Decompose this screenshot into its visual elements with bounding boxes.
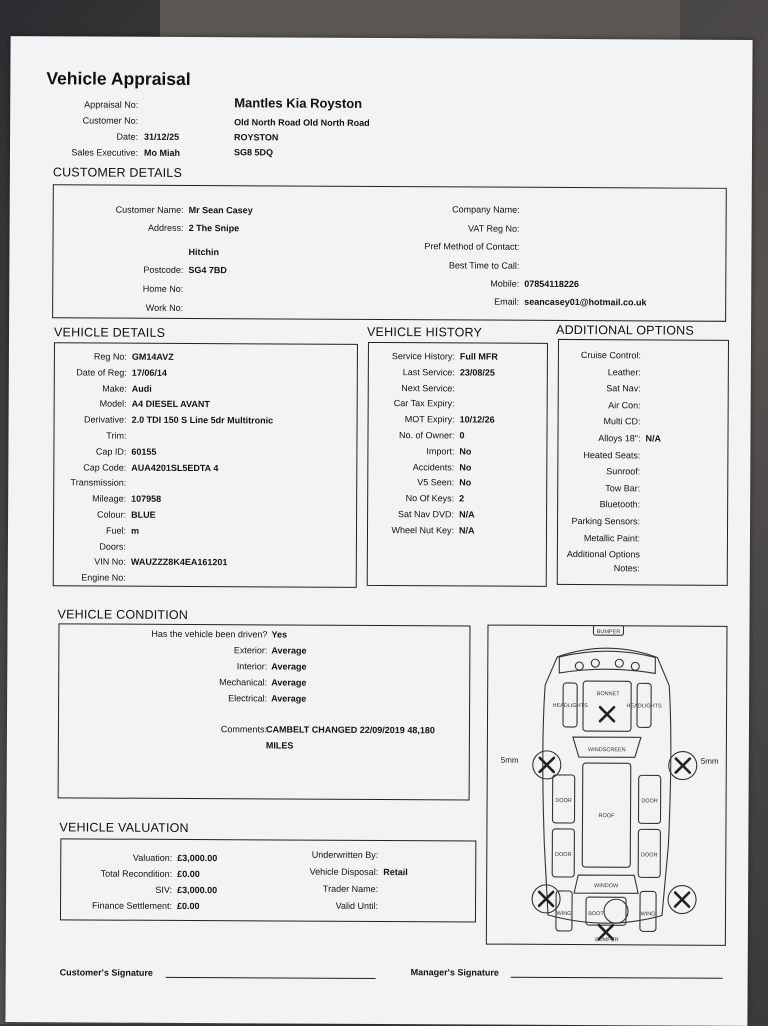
home-no-label: Home No:	[142, 283, 184, 294]
dealer-address: Old North Road Old North Road	[234, 117, 370, 128]
diagram-label-headlights-left: HEADLIGHTS	[552, 702, 588, 710]
mobile-label: Mobile:	[490, 278, 520, 289]
spare-wheel	[604, 899, 628, 923]
dealer-town: ROYSTON	[234, 132, 279, 143]
dealer-name: Mantles Kia Royston	[234, 95, 363, 111]
mechanical-label: Mechanical:	[219, 677, 268, 688]
vehicle-detail-label: Engine No:	[81, 572, 126, 583]
vehicle-history-label: MOT Expiry:	[404, 414, 455, 425]
vehicle-history-value: 23/08/25	[459, 367, 495, 378]
electrical-label: Electrical:	[228, 693, 268, 704]
finance-settlement-label: Finance Settlement:	[91, 900, 173, 911]
vehicle-history-label: Car Tax Expiry:	[393, 398, 455, 409]
email-label: Email:	[494, 296, 520, 307]
diagram-label-bonnet: BONNET	[596, 691, 620, 698]
total-recondition-value: £0.00	[177, 868, 200, 880]
diagram-label-door-rl: DOOR	[555, 851, 572, 859]
vehicle-history-label: Last Service:	[402, 366, 455, 378]
additional-option-label: Cruise Control:	[580, 350, 641, 361]
customer-details-heading: CUSTOMER DETAILS	[52, 165, 183, 180]
vehicle-history-label: No Of Keys:	[405, 493, 455, 504]
comments-label: Comments:	[220, 724, 267, 735]
damage-mark-rear-right-wheel	[675, 893, 689, 907]
vehicle-valuation-heading: VEHICLE VALUATION	[59, 820, 189, 836]
customer-signature-line[interactable]	[166, 977, 376, 979]
sales-exec-label: Sales Executive:	[71, 147, 139, 158]
vehicle-detail-label: Model:	[99, 398, 127, 410]
vehicle-history-value: 10/12/26	[459, 414, 495, 425]
vehicle-history-label: Wheel Nut Key:	[391, 524, 455, 536]
diagram-label-boot: BOOT	[588, 911, 604, 918]
vehicle-detail-value: 17/06/14	[131, 367, 167, 378]
customer-name-value: Mr Sean Casey	[188, 204, 253, 216]
vehicle-detail-value: Audi	[131, 383, 152, 394]
exterior-value: Average	[271, 645, 307, 656]
address-line2: Hitchin	[188, 246, 219, 258]
valuation-label: Valuation:	[132, 852, 173, 863]
front-light-mid-left	[591, 659, 599, 667]
company-name-label: Company Name:	[452, 204, 520, 215]
diagram-label-door-fr: DOOR	[641, 798, 658, 805]
tyre-depth-left: 5mm	[500, 755, 519, 765]
additional-notes-label-line2: Notes:	[613, 563, 640, 574]
vehicle-detail-label: Transmission:	[70, 477, 127, 489]
vehicle-detail-value: AUA4201SL5EDTA 4	[131, 462, 219, 473]
vehicle-detail-value: WAUZZZ8K4EA161201	[130, 557, 228, 568]
comments-line2: MILES	[265, 740, 294, 751]
postcode-label: Postcode:	[143, 264, 184, 275]
date-value: 31/12/25	[144, 131, 180, 142]
vehicle-condition-heading: VEHICLE CONDITION	[57, 607, 189, 623]
diagram-label-wing-left: WING	[556, 910, 572, 918]
document-title: Vehicle Appraisal	[46, 68, 191, 90]
diagram-label-window: WINDOW	[594, 883, 619, 890]
comments-line1: CAMBELT CHANGED 22/09/2019 48,180	[265, 724, 435, 736]
postcode-value: SG4 7BD	[188, 264, 227, 276]
additional-options-heading: ADDITIONAL OPTIONS	[556, 322, 694, 338]
diagram-label-headlights-right: HEADLIGHTS	[626, 703, 662, 710]
address-label: Address:	[148, 222, 184, 233]
customer-signature-label: Customer's Signature	[59, 967, 153, 978]
vehicle-detail-label: Cap ID:	[95, 446, 127, 457]
vehicle-detail-label: Derivative:	[84, 414, 127, 425]
appraisal-no-label: Appraisal No:	[84, 99, 139, 110]
additional-option-label: Alloys 18":	[598, 433, 641, 444]
finance-settlement-value: £0.00	[177, 900, 200, 912]
vehicle-history-label: Import:	[426, 446, 455, 457]
dealer-postcode: SG8 5DQ	[233, 147, 274, 158]
additional-option-label: Tow Bar:	[605, 482, 641, 494]
vehicle-detail-value: BLUE	[131, 509, 156, 520]
vehicle-history-value: N/A	[459, 509, 475, 520]
additional-option-label: Sunroof:	[606, 466, 641, 477]
vehicle-detail-value: 2.0 TDI 150 S Line 5dr Multitronic	[131, 414, 274, 426]
additional-option-label: Air Con:	[608, 399, 641, 411]
mechanical-value: Average	[271, 677, 307, 688]
date-label: Date:	[116, 131, 139, 142]
vehicle-history-label: Next Service:	[401, 382, 455, 393]
diagram-label-front-bumper: BUMPER	[596, 629, 621, 636]
vehicle-detail-label: Make:	[102, 383, 127, 394]
vehicle-detail-label: Fuel:	[105, 525, 127, 536]
electrical-value: Average	[271, 693, 307, 704]
diagram-label-door-fl: DOOR	[555, 797, 572, 805]
diagram-label-windscreen: WINDSCREEN	[588, 747, 626, 754]
trader-name-label: Trader Name:	[322, 883, 379, 895]
valuation-value: £3,000.00	[177, 852, 218, 864]
vehicle-history-label: Accidents:	[412, 461, 455, 472]
interior-label: Interior:	[236, 661, 268, 672]
vehicle-detail-label: Mileage:	[92, 493, 127, 504]
vehicle-history-value: 0	[459, 430, 465, 441]
vehicle-history-label: No. of Owner:	[398, 430, 455, 441]
vehicle-detail-label: Trim:	[106, 430, 127, 441]
customer-name-label: Customer Name:	[115, 204, 184, 215]
damage-mark-front-left-wheel	[540, 758, 554, 772]
vehicle-detail-value: GM14AVZ	[131, 351, 174, 362]
disposal-value: Retail	[383, 867, 408, 878]
vehicle-detail-label: Doors:	[99, 541, 126, 552]
additional-option-label: Heated Seats:	[583, 449, 641, 460]
vehicle-history-value: Full MFR	[459, 351, 498, 362]
vehicle-history-value: 2	[459, 493, 465, 504]
additional-option-value: N/A	[645, 433, 662, 444]
vehicle-detail-label: Date of Reg:	[76, 367, 127, 378]
work-no-label: Work No:	[145, 302, 184, 313]
disposal-label: Vehicle Disposal:	[309, 866, 379, 878]
additional-notes-label-line1: Additional Options	[566, 548, 640, 560]
vehicle-detail-label: Colour:	[97, 509, 127, 520]
front-light-left	[575, 662, 583, 670]
additional-option-label: Sat Nav:	[606, 383, 641, 394]
underwritten-label: Underwritten By:	[311, 849, 379, 861]
additional-option-label: Multi CD:	[603, 416, 641, 427]
email-value: seancasey01@hotmail.co.uk	[524, 296, 647, 308]
additional-option-label: Parking Sensors:	[571, 516, 641, 527]
additional-option-label: Bluetooth:	[599, 499, 641, 510]
vehicle-detail-value: 60155	[131, 446, 157, 457]
additional-option-label: Metallic Paint:	[583, 532, 640, 543]
vehicle-detail-label: Cap Code:	[83, 462, 127, 473]
appraisal-document	[5, 36, 752, 1026]
sales-exec-value: Mo Miah	[143, 147, 181, 158]
pref-contact-label: Pref Method of Contact:	[424, 241, 520, 252]
vehicle-history-value: No	[459, 462, 472, 473]
vehicle-history-value: No	[459, 477, 472, 488]
front-light-mid-right	[615, 659, 623, 667]
front-light-right	[631, 662, 639, 670]
vehicle-history-heading: VEHICLE HISTORY	[367, 324, 483, 340]
front-bumper-shape	[559, 651, 655, 674]
damage-mark-bonnet	[600, 707, 614, 721]
total-recondition-label: Total Recondition:	[100, 868, 173, 879]
diagram-label-roof: ROOF	[598, 813, 615, 820]
vehicle-history-value: N/A	[458, 525, 475, 536]
additional-option-label: Leather:	[607, 366, 641, 377]
damage-mark-front-right-wheel	[676, 759, 690, 773]
tyre-depth-right: 5mm	[700, 756, 719, 766]
vehicle-damage-diagram	[486, 625, 726, 944]
interior-value: Average	[271, 661, 307, 672]
siv-value: £3,000.00	[177, 884, 218, 896]
diagram-label-door-rr: DOOR	[641, 852, 658, 859]
bonnet-panel	[583, 681, 631, 731]
vehicle-detail-value: 107958	[131, 493, 162, 505]
vehicle-history-label: Service History:	[391, 351, 455, 362]
vat-reg-label: VAT Reg No:	[468, 223, 520, 234]
customer-no-label: Customer No:	[82, 115, 139, 126]
mobile-value: 07854118226	[524, 278, 579, 290]
vehicle-detail-value: A4 DIESEL AVANT	[131, 399, 210, 410]
manager-signature-line[interactable]	[511, 977, 723, 979]
damage-mark-rear-left-wheel	[539, 892, 553, 906]
vehicle-history-label: Sat Nav DVD:	[398, 509, 455, 520]
car-body-outline	[542, 648, 671, 924]
diagram-label-wing-right: WING	[640, 911, 656, 918]
diagram-label-rear-bumper: BUMPER	[595, 937, 619, 944]
address-line1: 2 The Snipe	[188, 222, 240, 234]
manager-signature-label: Manager's Signature	[410, 967, 499, 978]
valid-until-label: Valid Until:	[335, 900, 379, 911]
vehicle-detail-label: VIN No:	[94, 556, 126, 568]
vehicle-detail-value: m	[130, 525, 140, 536]
best-time-label: Best Time to Call:	[448, 260, 520, 271]
siv-label: SIV:	[155, 884, 173, 895]
vehicle-history-label: V5 Seen:	[417, 477, 455, 488]
vehicle-details-heading: VEHICLE DETAILS	[53, 325, 166, 340]
vehicle-history-value: No	[459, 446, 472, 457]
driven-value: Yes	[271, 629, 288, 640]
exterior-label: Exterior:	[233, 645, 268, 656]
driven-label: Has the vehicle been driven?	[151, 628, 268, 640]
vehicle-detail-label: Reg No:	[93, 351, 127, 362]
